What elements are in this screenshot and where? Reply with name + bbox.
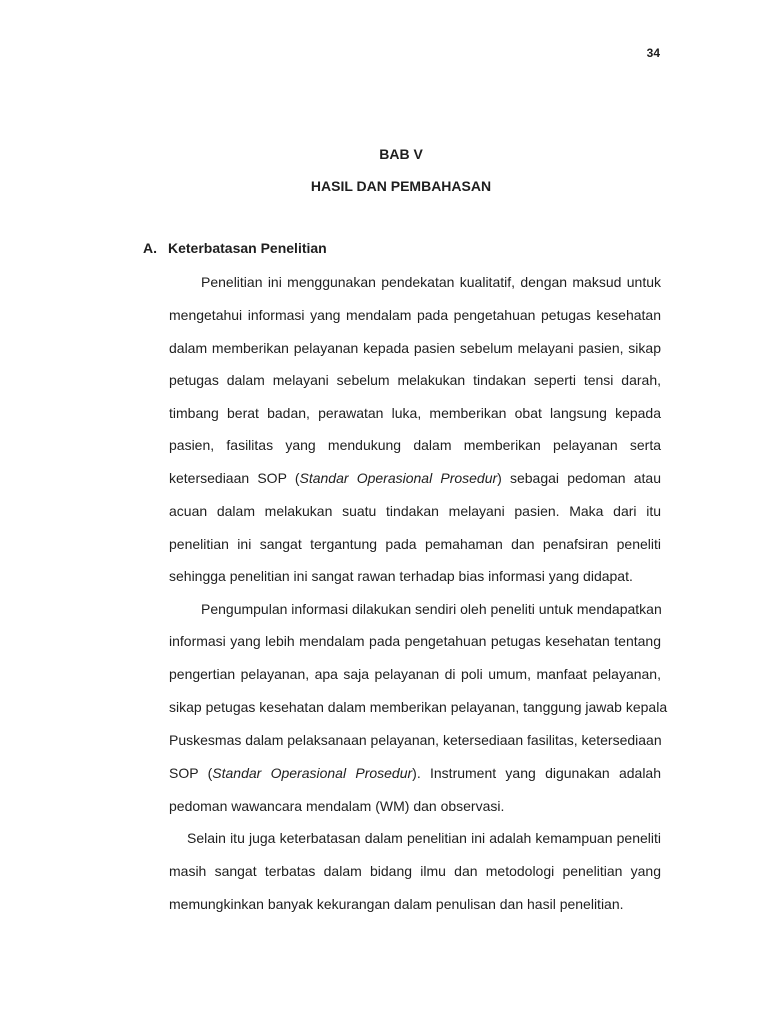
paragraph-line <box>169 763 661 783</box>
paragraph-line: dalam memberikan pelayanan kepada pasien sebelum melayani pasien, sikap <box>169 340 661 356</box>
paragraph-line: sehingga penelitian ini sangat rawan terhadap bias informasi yang didapat. <box>169 568 633 584</box>
chapter-title: HASIL DAN PEMBAHASAN <box>310 178 492 194</box>
line-text: ) sebagai pedoman atau <box>497 470 661 486</box>
paragraph-line: penelitian ini sangat tergantung pada pemahaman dan penafsiran peneliti <box>169 536 661 552</box>
section-title: Keterbatasan Penelitian <box>168 240 327 256</box>
paragraph-line: petugas dalam melayani sebelum melakukan tindakan seperti tensi darah, <box>169 372 661 388</box>
paragraph-line: pedoman wawancara mendalam (WM) dan observasi. <box>169 798 505 814</box>
paragraph-line: pasien, fasilitas yang mendukung dalam memberikan pelayanan serta <box>169 437 661 453</box>
section-heading <box>143 240 327 256</box>
paragraph-line: pengertian pelayanan, apa saja pelayanan di poli umum, manfaat pelayanan, <box>169 666 661 682</box>
paragraph-line: mengetahui informasi yang mendalam pada pengetahuan petugas kesehatan <box>169 307 661 323</box>
paragraph-line: Selain itu juga keterbatasan dalam penelitian ini adalah kemampuan peneliti <box>187 830 661 846</box>
paragraph-line: masih sangat terbatas dalam bidang ilmu dan metodologi penelitian yang <box>169 863 661 879</box>
line-text: ketersediaan SOP ( <box>169 470 300 486</box>
paragraph-line: informasi yang lebih mendalam pada pengetahuan petugas kesehatan tentang <box>169 633 661 649</box>
line-text: SOP ( <box>169 765 213 781</box>
paragraph-line <box>169 468 661 488</box>
paragraph-line: sikap petugas kesehatan dalam memberikan pelayanan, tanggung jawab kepala <box>169 699 668 715</box>
paragraph-line: memungkinkan banyak kekurangan dalam penulisan dan hasil penelitian. <box>169 896 624 912</box>
section-letter: A. <box>143 240 157 256</box>
paragraph-line: Penelitian ini menggunakan pendekatan kualitatif, dengan maksud untuk <box>201 274 661 290</box>
paragraph-line: Pengumpulan informasi dilakukan sendiri oleh peneliti untuk mendapatkan <box>201 601 662 617</box>
paragraph-line: timbang berat badan, perawatan luka, memberikan obat langsung kepada <box>169 405 661 421</box>
italic-term: Standar Operasional Prosedur <box>299 470 498 486</box>
paragraph-line: acuan dalam melakukan suatu tindakan melayani pasien. Maka dari itu <box>169 503 661 519</box>
italic-term: Standar Operasional Prosedur <box>212 765 413 781</box>
line-text: ). Instrument yang digunakan adalah <box>412 765 662 781</box>
paragraph-line: Puskesmas dalam pelaksanaan pelayanan, ketersediaan fasilitas, ketersediaan <box>169 732 662 748</box>
page-number: 34 <box>646 46 660 60</box>
chapter-number: BAB V <box>379 146 423 162</box>
